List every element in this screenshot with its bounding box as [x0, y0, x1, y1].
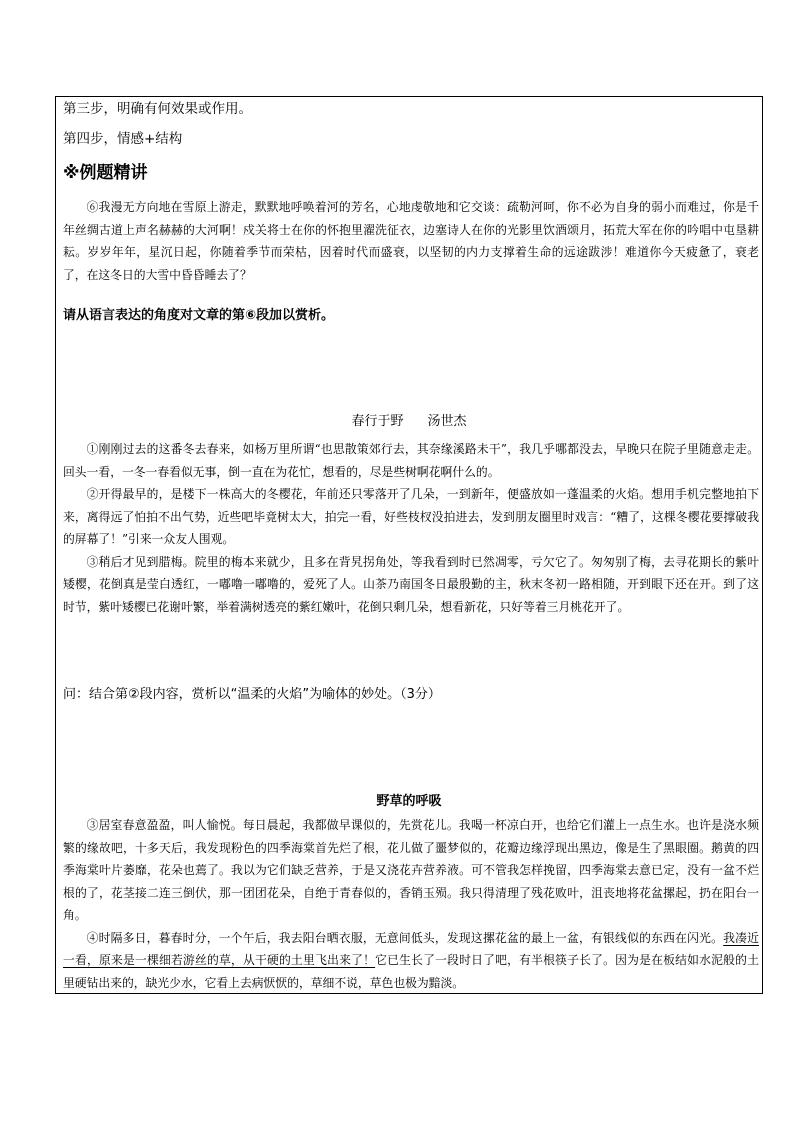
- passage2-title: 春行于野: [351, 414, 404, 429]
- passage3-body: [63, 814, 759, 994]
- passage2-question: 问：结合第②段内容，赏析以“温柔的火焰”为喻体的妙处。（3分）: [63, 687, 441, 702]
- passage2-author: 汤世杰: [427, 414, 467, 429]
- passage3-paragraph-3: ③居室春意盈盈，叫人愉悦。每日晨起，我都做早课似的，先赏花儿。我喝一杯凉白开，也给它们灌上一点生水。也许是浇水频繁的缘故吧，十多天后，我发现粉色的四季海棠首先烂了根，花儿做了噩梦似的，花瓣边缘浮现出黑边，像是生了黑眼圈。鹅黄的四季海棠叶片萎靡，花朵也蔫了。我以为它们缺乏营养，于是又浇花卉营养液。可不管我怎样挽留，四季海棠去意已定，没有一盆不烂根的了，花茎接二连三倒伏，那一团团花朵，自绝于青春似的，香销玉殒。我只得清理了残花败叶，沮丧地将花盆摞起，扔在阳台一角。: [63, 818, 759, 922]
- passage1-paragraph: [63, 196, 759, 286]
- step-four: 第四步，情感+结构: [63, 131, 183, 147]
- passage2-paragraph-1: ①刚刚过去的这番冬去春来，如杨万里所谓“也思散策郊行去，其奈缘溪路未干”，我几乎哪都没去，早晚只在院子里随意走走。回头一看，一冬一春看似无事，倒一直在为花忙，想看的，尽是些树啊花啊什么的。: [63, 442, 759, 479]
- para4-text-after: 它已生长了一段时日了吧，有半根筷子长了。因为是在板结如水泥般的土里硬钻出来的，缺光少水，它看上去病恹恹的，草细不说，草色也极为黯淡。: [63, 953, 759, 990]
- example-heading: ※例题精讲: [63, 163, 148, 183]
- para4-text-before: ④时隔多日，暮春时分，一个午后，我去阳台晒衣服，无意间低头，发现这摞花盆的最上一盆，有银线似的东西在闪光。: [86, 930, 724, 945]
- passage3-title: 野草的呼吸: [376, 794, 442, 809]
- step-three: 第三步，明确有何效果或作用。: [63, 101, 252, 117]
- para4-underlined-sentence: 我凑近一看，原来是一棵细若游丝的草，从干硬的土里飞出来了！: [63, 930, 759, 967]
- passage2-title-line: [55, 413, 763, 431]
- passage2-body: [63, 438, 759, 618]
- passage3-paragraph-4: [63, 927, 759, 995]
- passage2-paragraph-3: ③稍后才见到腊梅。院里的梅本来就少，且多在背旯拐角处，等我看到时已然凋零，亏欠它了。匆匆别了梅，去寻花期长的紫叶矮樱，花倒真是莹白透红，一嘟噜一嘟噜的，爱死了人。山茶乃南国冬日最殷勤的主，秋末冬初一路相随，开到眼下还在开。到了这时节，紫叶矮樱已花谢叶繁，举着满树透亮的紫红嫩叶，花倒只剩几朵，想看新花，只好等着三月桃花开了。: [63, 554, 759, 614]
- passage1-question: 请从语言表达的角度对文章的第⑥段加以赏析。: [63, 308, 335, 323]
- passage2-paragraph-2: ②开得最早的，是楼下一株高大的冬樱花，年前还只零落开了几朵，一到新年，便盛放如一蓬温柔的火焰。想用手机完整地拍下来，离得远了怕拍不出气势，近些吧毕竟树太大，拍完一看，好些枝杈没拍进去，发到朋友圈里时戏言：“糟了，这棵冬樱花要撑破我的屏幕了！”引来一众友人围观。: [63, 487, 759, 546]
- passage1-text: ⑥我漫无方向地在雪原上游走，默默地呼唤着河的芳名，心地虔敬地和它交谈：疏勒河呵，你不必为自身的弱小而难过，你是千年丝绸古道上声名赫赫的大河啊！戍关将士在你的怀抱里濯洗征衣，边塞诗人在你的光影里饮酒颂月，拓荒大军在你的吟唱中屯垦耕耘。岁岁年年，星沉日起，你随着季节而荣枯，因着时代而盛衰，以坚韧的内力支撑着生命的远途跋涉！难道你今天疲惫了，衰老了，在这冬日的大雪中昏昏睡去了？: [63, 200, 759, 282]
